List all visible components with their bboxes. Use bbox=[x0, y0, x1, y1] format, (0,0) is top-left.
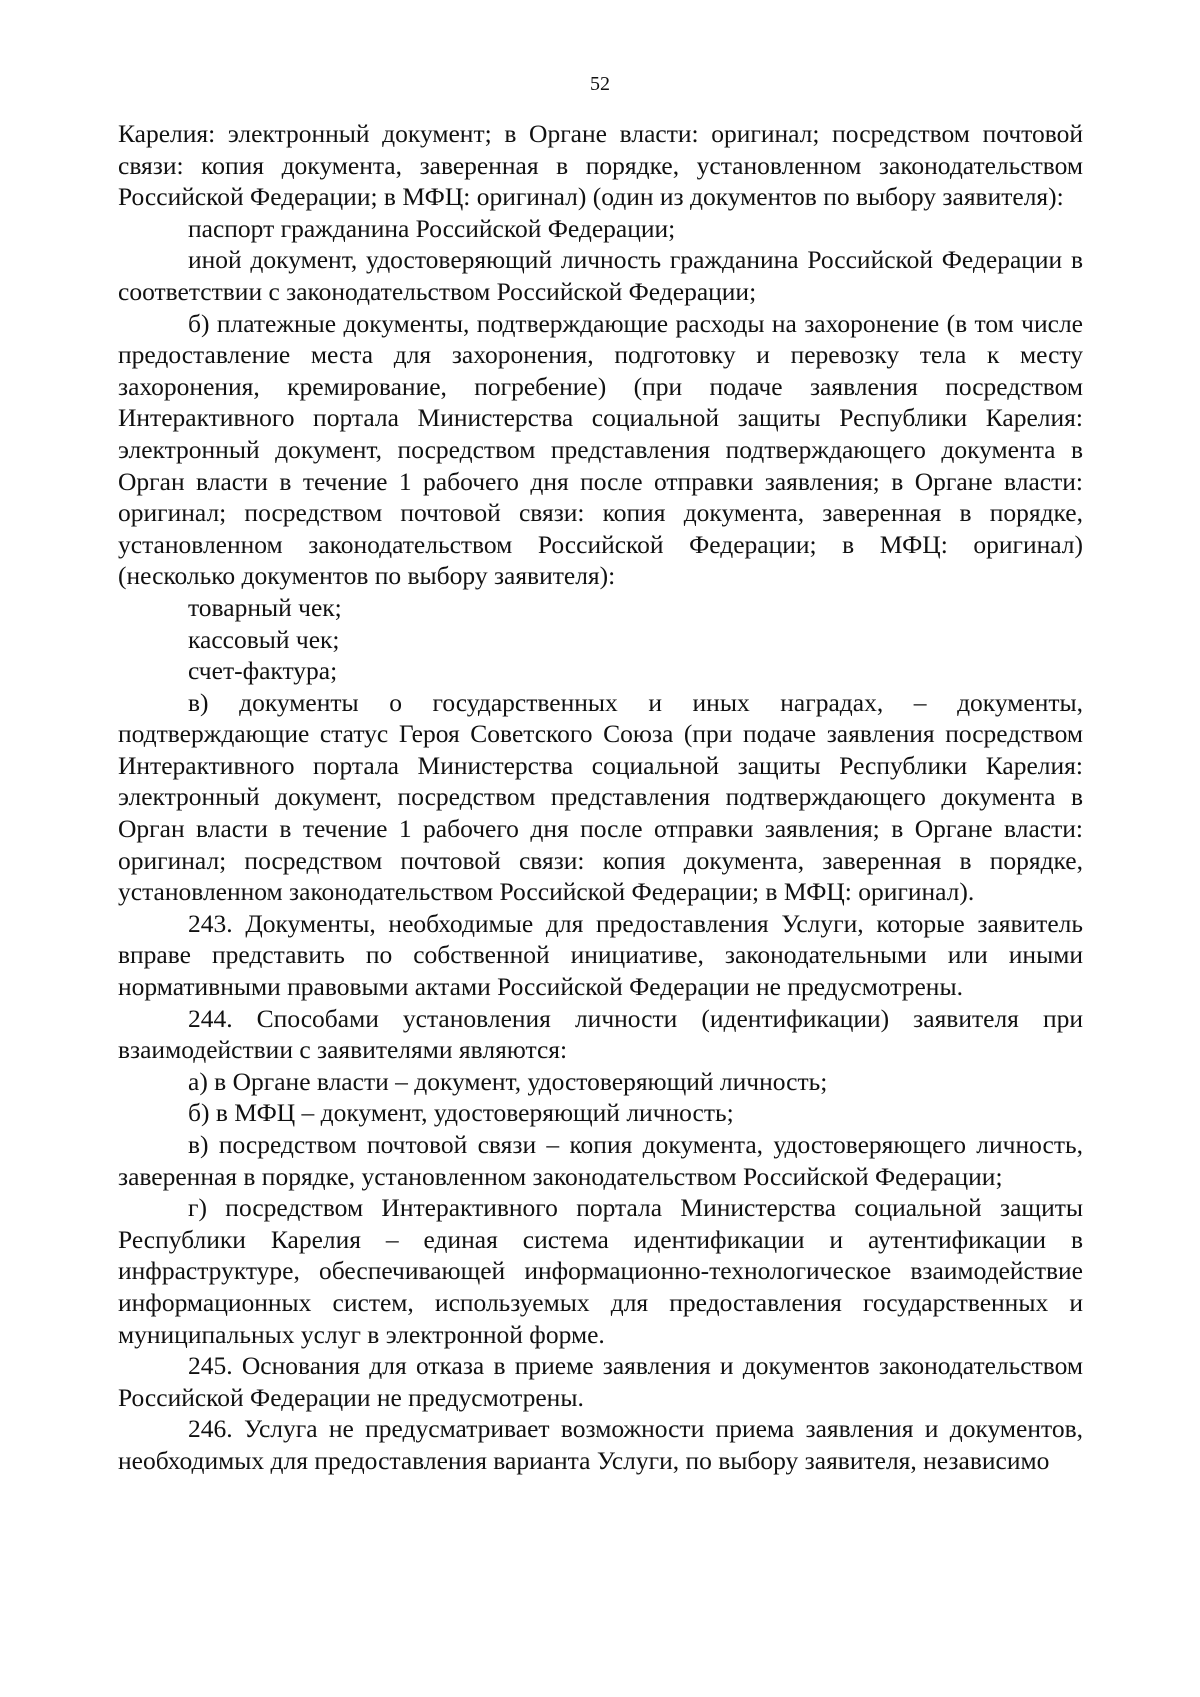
list-item-other-id: иной документ, удостоверяющий личность гражданина Российской Федерации в соответствии с законодательством Российской Федерации; bbox=[118, 245, 1083, 306]
list-item-authority: а) в Органе власти – документ, удостоверяющий личность; bbox=[188, 1066, 828, 1096]
paragraph-awards-documents: в) документы о государственных и иных наградах, – документы, подтверждающие статус Героя Советского Союза (при подаче заявления посредством Интерактивного портала Министерства социальной защиты Республики Карелия: электронный документ, посредством представления подтверждающего документа в Орган власти в течение 1 рабочего дня после отправки заявления; в Органе власти: оригинал; посредством почтовой связи: копия документа, заверенная в порядке, установленном законодательством Российской Федерации; в МФЦ: оригинал). bbox=[118, 687, 1083, 907]
list-item-passport: паспорт гражданина Российской Федерации; bbox=[188, 213, 676, 243]
list-item-postal: в) посредством почтовой связи – копия документа, удостоверяющего личность, заверенная в порядке, установленном законодательством Российской Федерации; bbox=[118, 1130, 1083, 1191]
list-item-mfc: б) в МФЦ – документ, удостоверяющий личность; bbox=[188, 1098, 734, 1128]
paragraph-243: 243. Документы, необходимые для предоставления Услуги, которые заявитель вправе представить по собственной инициативе, законодательными или иными нормативными правовыми актами Российской Федерации не предусмотрены. bbox=[118, 908, 1083, 1002]
list-item-invoice: счет-фактура; bbox=[188, 656, 338, 686]
list-item-cash-receipt: кассовый чек; bbox=[188, 624, 340, 654]
paragraph-payment-documents: б) платежные документы, подтверждающие расходы на захоронение (в том числе предоставление места для захоронения, подготовку и перевозку тела к месту захоронения, кремирование, погребение) (при подаче заявления посредством Интерактивного портала Министерства социальной защиты Республики Карелия: электронный документ, посредством представления подтверждающего документа в Орган власти в течение 1 рабочего дня после отправки заявления; в Органе власти: оригинал; посредством почтовой связи: копия документа, заверенная в порядке, установленном законодательством Российской Федерации; в МФЦ: оригинал) (несколько документов по выбору заявителя): bbox=[118, 308, 1083, 591]
paragraph-246: 246. Услуга не предусматривает возможности приема заявления и документов, необходимых для предоставления варианта Услуги, по выбору заявителя, независимо bbox=[118, 1414, 1083, 1475]
paragraph-244: 244. Способами установления личности (идентификации) заявителя при взаимодействии с заявителями являются: bbox=[118, 1003, 1083, 1065]
list-item-portal: г) посредством Интерактивного портала Министерства социальной защиты Республики Карелия – единая система идентификации и аутентификации в инфраструктуре, обеспечивающей информационно-технологическое взаимодействие информационных систем, используемых для предоставления государственных и муниципальных услуг в электронной форме. bbox=[118, 1193, 1083, 1349]
page-number: 52 bbox=[590, 73, 610, 95]
paragraph-continuation: Карелия: электронный документ; в Органе власти: оригинал; посредством почтовой связи: копия документа, заверенная в порядке, установленном законодательством Российской Федерации; в МФЦ: оригинал) (один из документов по выбору заявителя): bbox=[118, 119, 1083, 212]
document-body bbox=[118, 118, 1083, 1477]
list-item-sales-receipt: товарный чек; bbox=[188, 592, 342, 622]
paragraph-245: 245. Основания для отказа в приеме заявления и документов законодательством Российской Федерации не предусмотрены. bbox=[118, 1351, 1083, 1412]
